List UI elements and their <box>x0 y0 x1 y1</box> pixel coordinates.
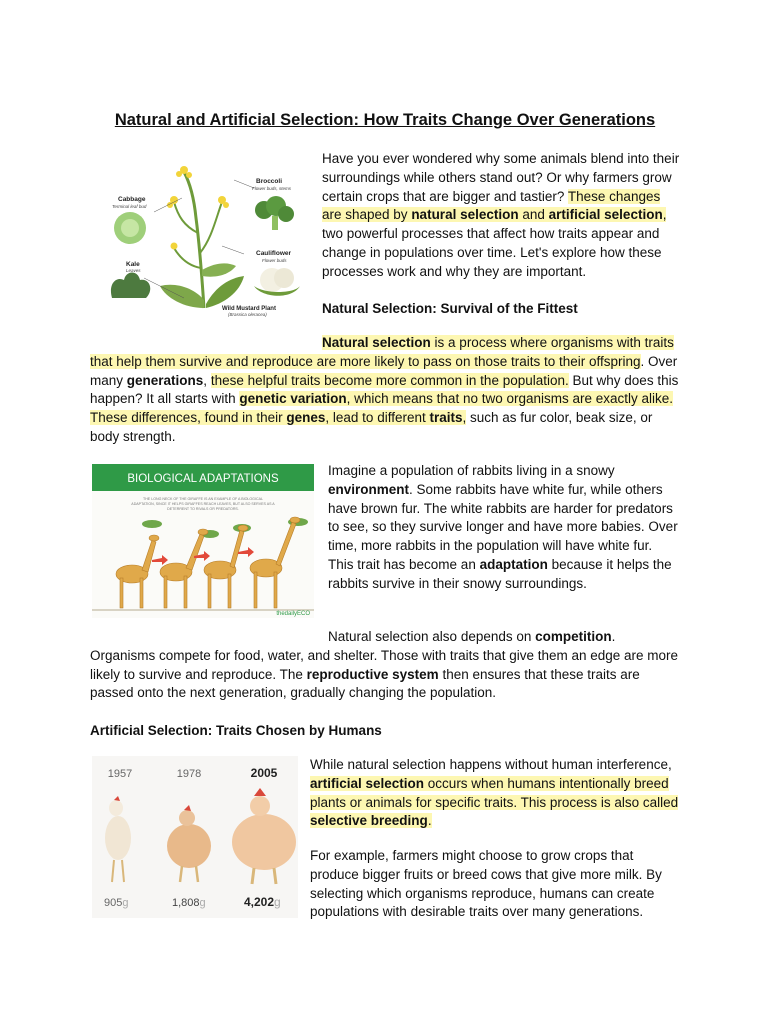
rabbit-paragraph <box>328 462 680 594</box>
intro-text-2: two powerful processes that affect how traits appear and change in populations over time. Let's explore how these processes work and why they are important. <box>322 226 662 279</box>
term-competition: competition <box>535 629 612 644</box>
term-generations: generations <box>126 372 204 388</box>
competition-text-3: then ensures that these traits are passed onto the next generation, gradually changing the population. <box>90 666 640 701</box>
rabbit-text-2: . Some rabbits have white fur, while others have brown fur. The white rabbits are harder for predators to see, so they survive longer and have more babies. Over time, more rabbits in the population will have white fur. This trait has become an <box>328 481 678 572</box>
kale-sub-label: Leaves <box>126 268 141 273</box>
intro-highlight-2: and <box>518 207 549 223</box>
weight-value: 1,808g <box>172 897 206 909</box>
as-highlight-1: occurs when humans intentionally breed plants or animals for specific traits. This process is also called <box>310 775 679 810</box>
competition-text-1: Natural selection also depends on <box>328 629 536 644</box>
term-reproductive-system: reproductive system <box>306 666 439 682</box>
ns-text-2: , <box>203 372 211 388</box>
giraffe-banner-text: BIOLOGICAL ADAPTATIONS <box>127 473 279 485</box>
rabbit-text-3: because it helps the rabbits survive in their snowy surroundings. <box>328 556 672 591</box>
ns-highlight-1: is a process where organisms with traits that help them survive and reproduce are more likely to pass on those traits to their offspring <box>90 335 674 369</box>
term-selective-breeding: selective breeding <box>310 813 428 829</box>
intro-text-1: Have you ever wondered why some animals blend into their surroundings while others stand out? Or why farmers grow certain crops that are bigger and tastier? <box>322 151 680 204</box>
intro-highlight-1: These changes are shaped by <box>322 188 661 223</box>
artificial-selection-paragraph <box>310 756 680 831</box>
giraffe-caption-line-3: DETERRENT TO RIVALS OR PREDATORS. <box>167 507 239 511</box>
term-artificial-selection-2: artificial selection <box>310 775 425 791</box>
year-label: 1978 <box>176 768 202 780</box>
weight-value: 905g <box>104 897 129 909</box>
competition-paragraph <box>90 628 684 703</box>
as-text-1: While natural selection happens without human interference, <box>310 757 672 772</box>
ns-highlight-5: , <box>462 410 467 426</box>
term-genetic-variation: genetic variation <box>239 391 347 407</box>
ns-highlight-2: these helpful traits become more common in the population. <box>210 372 569 388</box>
ns-highlight-4: , lead to different <box>325 410 430 426</box>
chicken-2005 <box>232 788 296 884</box>
ns-text-4: such as fur color, beak size, or body strength. <box>90 410 653 444</box>
term-genes: genes <box>286 410 326 426</box>
artificial-selection-heading: Artificial Selection: Traits Chosen by Humans <box>90 723 382 738</box>
chicken-1978 <box>167 805 211 882</box>
term-traits: traits <box>429 410 463 426</box>
brassica-diagram <box>104 158 310 318</box>
as-highlight-2: . <box>427 813 432 829</box>
term-adaptation: adaptation <box>479 556 548 572</box>
term-natural-selection-2: Natural selection <box>322 335 431 350</box>
term-natural-selection: natural selection <box>411 207 519 223</box>
ns-text-3: But why does this happen? It all starts with <box>90 372 679 407</box>
intro-paragraph <box>322 150 682 282</box>
cabbage-label: Cabbage <box>118 196 146 203</box>
weight-value: 4,202g <box>244 895 281 909</box>
year-label: 1957 <box>107 768 133 780</box>
ns-text-1: . Over many <box>90 353 678 388</box>
cauliflower-sub-label: Flower buds <box>262 258 287 263</box>
mustard-label: Wild Mustard Plant <box>222 306 276 312</box>
chicken-growth-figure <box>92 756 298 918</box>
cauliflower-label: Cauliflower <box>256 250 292 257</box>
giraffe-caption-line-1: THE LONG NECK OF THE GIRAFFE IS AN EXAMPLE OF A BIOLOGICAL <box>143 497 263 501</box>
broccoli-label: Broccoli <box>256 178 283 185</box>
year-label: 2005 <box>250 766 278 780</box>
term-environment: environment <box>328 481 410 497</box>
ns-highlight-3: , which means that no two organisms are exactly alike. These differences, found in their <box>90 391 674 426</box>
page-title: Natural and Artificial Selection: How Traits Change Over Generations <box>114 111 656 129</box>
chicken-1957 <box>105 796 131 882</box>
natural-selection-paragraph <box>90 334 684 447</box>
giraffe-credit: thedailyECO <box>276 611 310 617</box>
giraffe-caption-line-2: ADAPTATION, SINCE IT HELPS GIRAFFES REACH LEAVES, BUT ALSO SERVES AS A <box>131 502 275 506</box>
mustard-sub-label: (Brassica oleracea) <box>228 312 267 317</box>
competition-text-2: . Organisms compete for food, water, and shelter. Those with traits that give them an edge are more likely to survive and reproduce. The <box>90 629 679 682</box>
giraffe-adaptation-figure <box>92 464 314 618</box>
kale-label: Kale <box>126 261 140 268</box>
term-artificial-selection: artificial selection <box>548 207 663 223</box>
broccoli-sub-label: Flower buds, stems <box>252 186 292 191</box>
farmers-example-paragraph: For example, farmers might choose to grow crops that produce bigger fruits or breed cows that give more milk. By selecting which organisms reproduce, humans can create populations with desirable traits over many generations. <box>310 848 662 920</box>
natural-selection-heading: Natural Selection: Survival of the Fittest <box>322 301 578 316</box>
cabbage-sub-label: Terminal leaf bud <box>112 204 147 209</box>
rabbit-text-1: Imagine a population of rabbits living in a snowy <box>328 463 615 478</box>
intro-highlight-3: , <box>662 207 667 223</box>
